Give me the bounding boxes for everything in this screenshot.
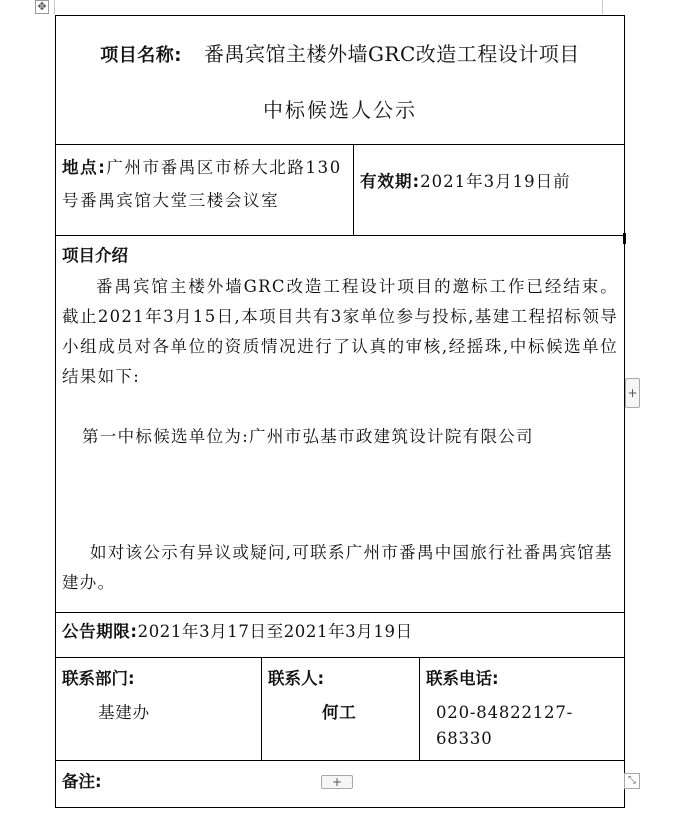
add-column-button[interactable]: + [625, 378, 640, 408]
title-cell[interactable] [56, 16, 625, 145]
dept-value: 基建办 [98, 703, 150, 722]
note-label: 备注: [62, 772, 102, 791]
phone-cell[interactable] [420, 658, 625, 761]
project-name: 番禺宾馆主楼外墙GRC改造工程设计项目 [203, 42, 580, 66]
person-label: 联系人: [268, 669, 325, 688]
intro-cell[interactable] [56, 236, 625, 613]
location-label: 地点: [62, 158, 107, 177]
winner-line: 第一中标候选单位为:广州市弘基市政建筑设计院有限公司 [82, 427, 534, 446]
phone-label: 联系电话: [426, 669, 499, 688]
location-cell[interactable] [56, 145, 354, 236]
intro-paragraph: 番禺宾馆主楼外墙GRC改造工程设计项目的邀标工作已经结束。截止2021年3月15日,本项目共有3家单位参与投标,基建工程招标领导小组成员对各单位的资质情况进行了认真的审核,经摇珠,中标候选单位结果如下: [62, 277, 619, 386]
location-value: 广州市番禺区市桥大北路130号番禺宾馆大堂三楼会议室 [62, 158, 342, 210]
intro-row [56, 236, 625, 613]
project-title-line [56, 40, 624, 70]
period-label: 公告期限: [62, 622, 138, 641]
margin-guide-right [602, 0, 603, 14]
dept-cell[interactable] [56, 658, 262, 761]
validity-cell[interactable] [354, 145, 625, 236]
table-resize-handle-icon[interactable]: ⤡ [624, 773, 640, 789]
person-value: 何工 [322, 703, 357, 722]
dept-label: 联系部门: [62, 669, 135, 688]
period-row [56, 613, 625, 658]
add-row-button[interactable]: + [321, 775, 353, 789]
person-cell[interactable] [262, 658, 420, 761]
announcement-subtitle: 中标候选人公示 [263, 98, 418, 122]
contact-row [56, 658, 625, 761]
title-row [56, 16, 625, 145]
validity-label: 有效期: [360, 172, 421, 191]
text-cursor [623, 233, 626, 244]
project-name-label: 项目名称: [100, 45, 182, 66]
intro-heading: 项目介绍 [62, 246, 128, 265]
period-cell[interactable] [56, 613, 625, 658]
validity-value: 2021年3月19日前 [420, 172, 571, 191]
phone-value: 020-84822127-68330 [436, 703, 574, 748]
margin-guide-left [54, 0, 55, 14]
location-row [56, 145, 625, 236]
announcement-table [55, 15, 625, 808]
period-value: 2021年3月17日至2021年3月19日 [137, 622, 413, 641]
inquiry-paragraph: 如对该公示有异议或疑问,可联系广州市番禺中国旅行社番禺宾馆基建办。 [62, 543, 613, 592]
table-move-handle-icon[interactable]: ✥ [35, 0, 49, 14]
